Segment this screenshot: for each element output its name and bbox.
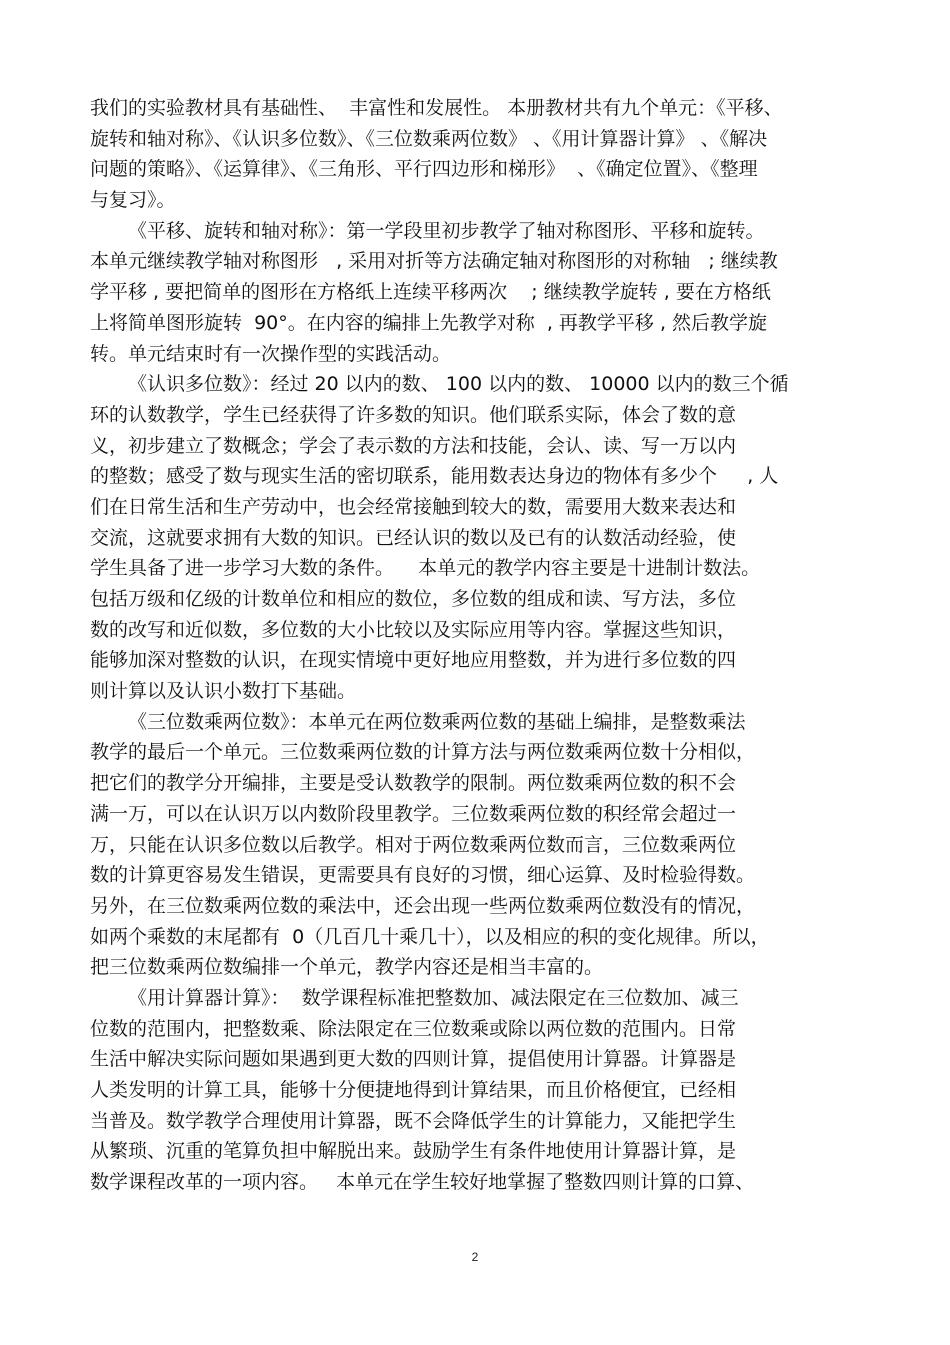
text-line: 数学课程改革的一项内容。 本单元在学生较好地掌握了整数四则计算的口算、 (90, 1171, 755, 1194)
text-line: 《平移、旋转和轴对称》：第一学段里初步教学了轴对称图形、平移和旋转。 (128, 219, 765, 242)
text-line: 位数的范围内，把整数乘、除法限定在三位数乘或除以两位数的范围内。日常 (90, 1017, 737, 1040)
text-line: 当普及。数学教学合理使用计算器，既不会降低学生的计算能力，又能把学生 (90, 1109, 737, 1132)
text-line: 另外，在三位数乘两位数的乘法中，还会出现一些两位数乘两位数没有的情况， (90, 894, 756, 917)
text-line: 我们的实验教材具有基础性、 丰富性和发展性。 本册教材共有九个单元：《平移、 (90, 97, 783, 119)
text-line: 上将简单图形旋转 90°。在内容的编排上先教学对称 , 再教学平移 , 然后教学旋 (90, 311, 768, 334)
text-line: 教学的最后一个单元。三位数乘两位数的计算方法与两位数乘两位数十分相似， (90, 741, 756, 764)
text-line: 能够加深对整数的认识，在现实情境中更好地应用整数，并为进行多位数的四 (90, 649, 737, 672)
text-line: 把三位数乘两位数编排一个单元，教学内容还是相当丰富的。 (90, 956, 604, 979)
text-line: 《用计算器计算》： 数学课程标准把整数加、减法限定在三位数加、减三 (128, 986, 739, 1009)
body-text (90, 93, 870, 1198)
text-line: 数的改写和近似数，多位数的大小比较以及实际应用等内容。掌握这些知识， (90, 618, 737, 641)
text-line: 人类发明的计算工具，能够十分便捷地得到计算结果，而且价格便宜，已经相 (90, 1079, 737, 1101)
text-line: 本单元继续教学轴对称图形 , 采用对折等方法确定轴对称图形的对称轴 ; 继续教 (90, 250, 778, 273)
text-line: 把它们的教学分开编排，主要是受认数教学的限制。两位数乘两位数的积不会 (90, 772, 737, 795)
text-line: 满一万，可以在认识万以内数阶段里教学。三位数乘两位数的积经常会超过一 (90, 802, 737, 825)
text-line: 则计算以及认识小数打下基础。 (90, 680, 357, 703)
text-line: 包括万级和亿级的计数单位和相应的数位，多位数的组成和读、写方法，多位 (90, 588, 737, 610)
text-line: 从繁琐、沉重的笔算负担中解脱出来。鼓励学生有条件地使用计算器计算，是 (90, 1140, 737, 1163)
text-line: 如两个乘数的末尾都有 0（几百几十乘几十），以及相应的积的变化规律。所以， (90, 925, 770, 948)
text-line: 数的计算更容易发生错误，更需要具有良好的习惯，细心运算、及时检验得数。 (90, 864, 756, 887)
text-line: 旋转和轴对称》、《认识多位数》、《三位数乘两位数》 、《用计算器计算》 、《解决 (90, 127, 768, 150)
text-line: 万，只能在认识多位数以后教学。相对于两位数乘两位数而言，三位数乘两位 (90, 833, 737, 856)
text-line: 生活中解决实际问题如果遇到更大数的四则计算，提倡使用计算器。计算器是 (90, 1048, 737, 1071)
text-line: 环的认数教学，学生已经获得了许多数的知识。他们联系实际，体会了数的意 (90, 403, 737, 426)
page-number: 2 (471, 1250, 479, 1264)
text-line: 转。单元结束时有一次操作型的实践活动。 (90, 342, 452, 365)
text-line: 义，初步建立了数概念；学会了表示数的方法和技能，会认、读、写一万以内 (90, 434, 737, 457)
text-line: 们在日常生活和生产劳动中，也会经常接触到较大的数，需要用大数来表达和 (90, 495, 737, 518)
text-line: 交流，这就要求拥有大数的知识。已经认识的数以及已有的认数活动经验，使 (90, 526, 737, 549)
text-line: 《认识多位数》：经过 20 以内的数、 100 以内的数、 10000 以内的数三个循 (128, 373, 789, 396)
text-line: 与复习》。 (90, 189, 176, 212)
text-line: 学平移 , 要把简单的图形在方格纸上连续平移两次 ; 继续教学旋转 , 要在方格纸 (90, 281, 771, 304)
text-line: 的整数；感受了数与现实生活的密切联系，能用数表达身边的物体有多少个 , 人 (90, 465, 779, 488)
text-line: 《三位数乘两位数》：本单元在两位数乘两位数的基础上编排，是整数乘法 (128, 710, 746, 733)
text-line: 问题的策略》、《运算律》、《三角形、平行四边形和梯形》 、《确定位置》、《整理 (90, 158, 758, 181)
text-line: 学生具备了进一步学习大数的条件。 本单元的教学内容主要是十进制计数法。 (90, 557, 761, 580)
